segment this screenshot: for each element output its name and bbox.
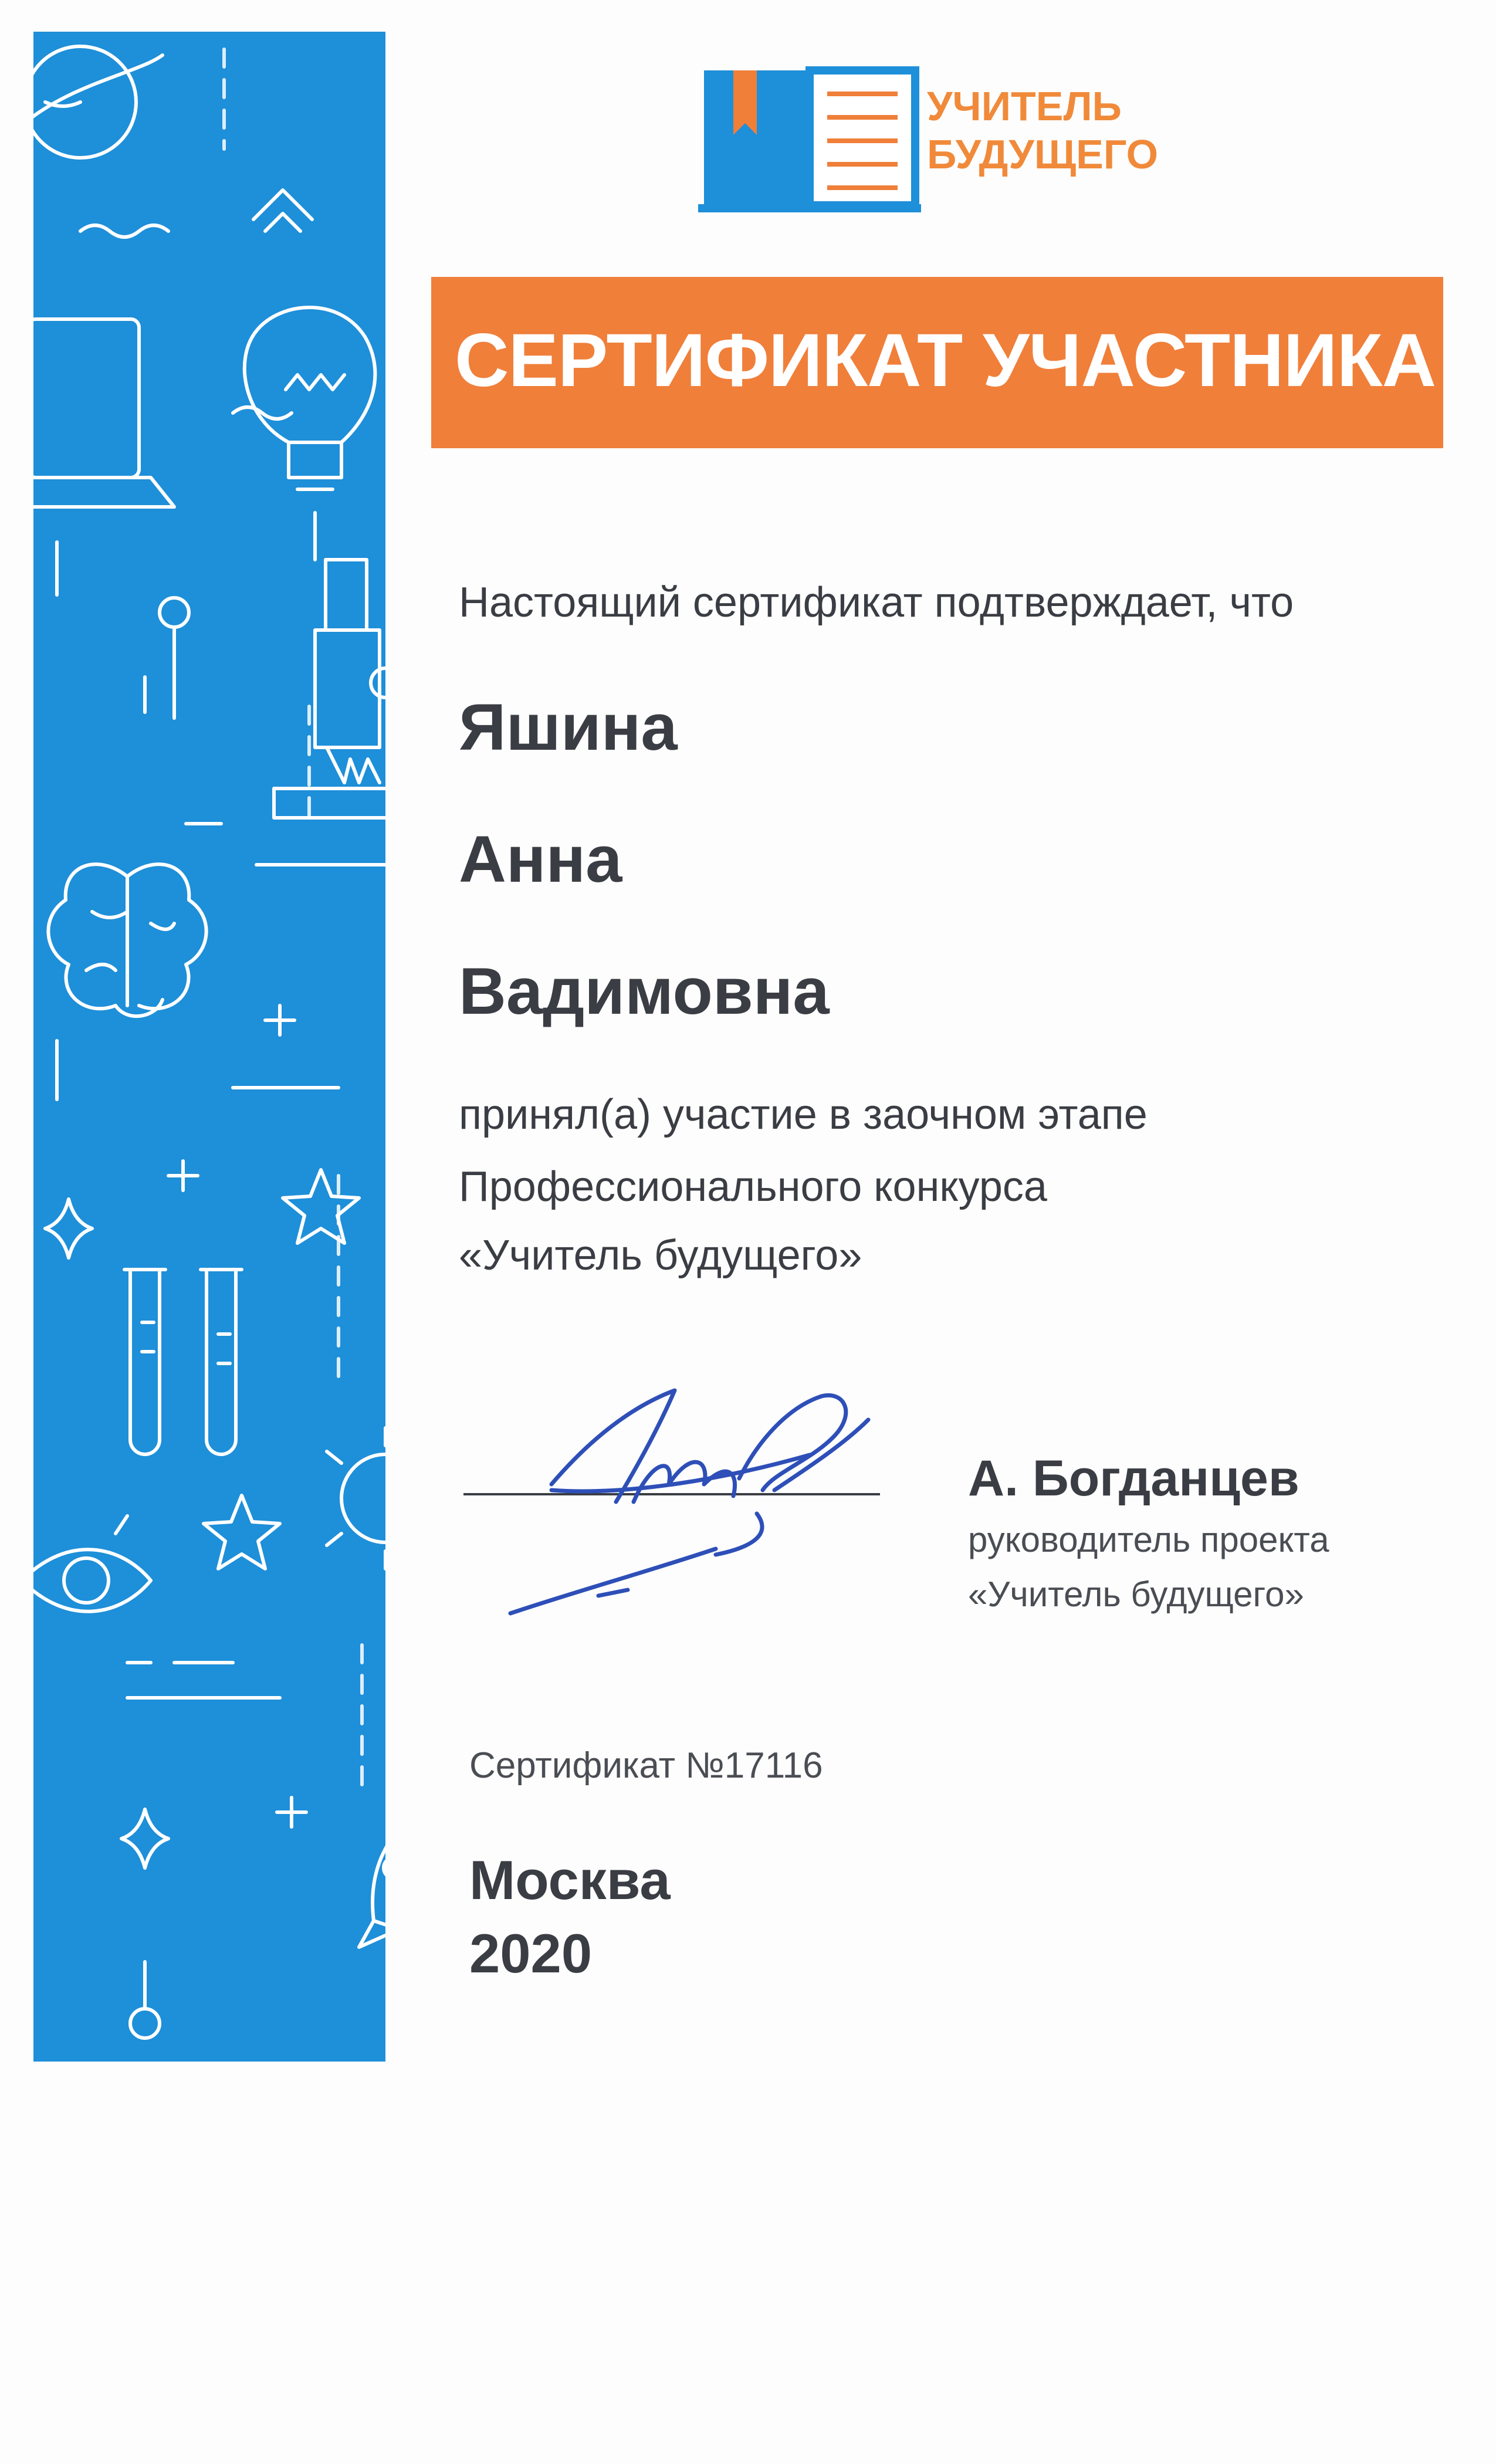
- body-line-3: «Учитель будущего»: [459, 1232, 862, 1279]
- intro-text: Настоящий сертификат подтверждает, что: [459, 579, 1294, 626]
- certificate-number: Сертификат №17116: [469, 1745, 823, 1786]
- participant-surname: Яшина: [459, 691, 678, 764]
- wave-icon: [80, 225, 292, 419]
- year: 2020: [469, 1923, 593, 1984]
- lightbulb-icon: [245, 307, 375, 560]
- signer-name: А. Богданцев: [968, 1450, 1299, 1507]
- sparkle-icon: [45, 1199, 168, 1868]
- chevron-up-icon: [253, 190, 312, 231]
- body-line-2: Профессионального конкурса: [459, 1163, 1047, 1210]
- open-book-icon: [698, 70, 921, 208]
- eye-icon: [33, 1516, 151, 1612]
- city: Москва: [469, 1849, 671, 1911]
- participant-name: Анна: [459, 823, 622, 896]
- signer-project: «Учитель будущего»: [968, 1575, 1304, 1614]
- decorative-sidebar: [33, 32, 385, 2062]
- star-icon: [204, 1170, 359, 1569]
- signer-role: руководитель проекта: [968, 1520, 1329, 1559]
- brain-icon: [48, 864, 206, 1016]
- gear-icon: [327, 1428, 385, 1569]
- rocket-icon: [359, 1821, 385, 1947]
- dash-marks: [57, 542, 339, 1099]
- participant-patronymic: Вадимовна: [459, 955, 830, 1028]
- planet-icon: [33, 46, 163, 158]
- test-tubes-icon: [124, 1270, 242, 1454]
- handwritten-signature: [481, 1373, 927, 1631]
- pin-icon: [160, 598, 189, 718]
- body-line-1: принял(а) участие в заочном этапе: [459, 1091, 1148, 1138]
- certificate-title: СЕРТИФИКАТ УЧАСТНИКА: [455, 319, 1436, 402]
- horizontal-lines: [127, 1663, 280, 1698]
- microscope-icon: [256, 560, 385, 865]
- circle-marker-icon: [130, 1962, 160, 2038]
- laptop-icon: [33, 319, 174, 507]
- logo-text: УЧИТЕЛЬ БУДУЩЕГО: [927, 83, 1159, 177]
